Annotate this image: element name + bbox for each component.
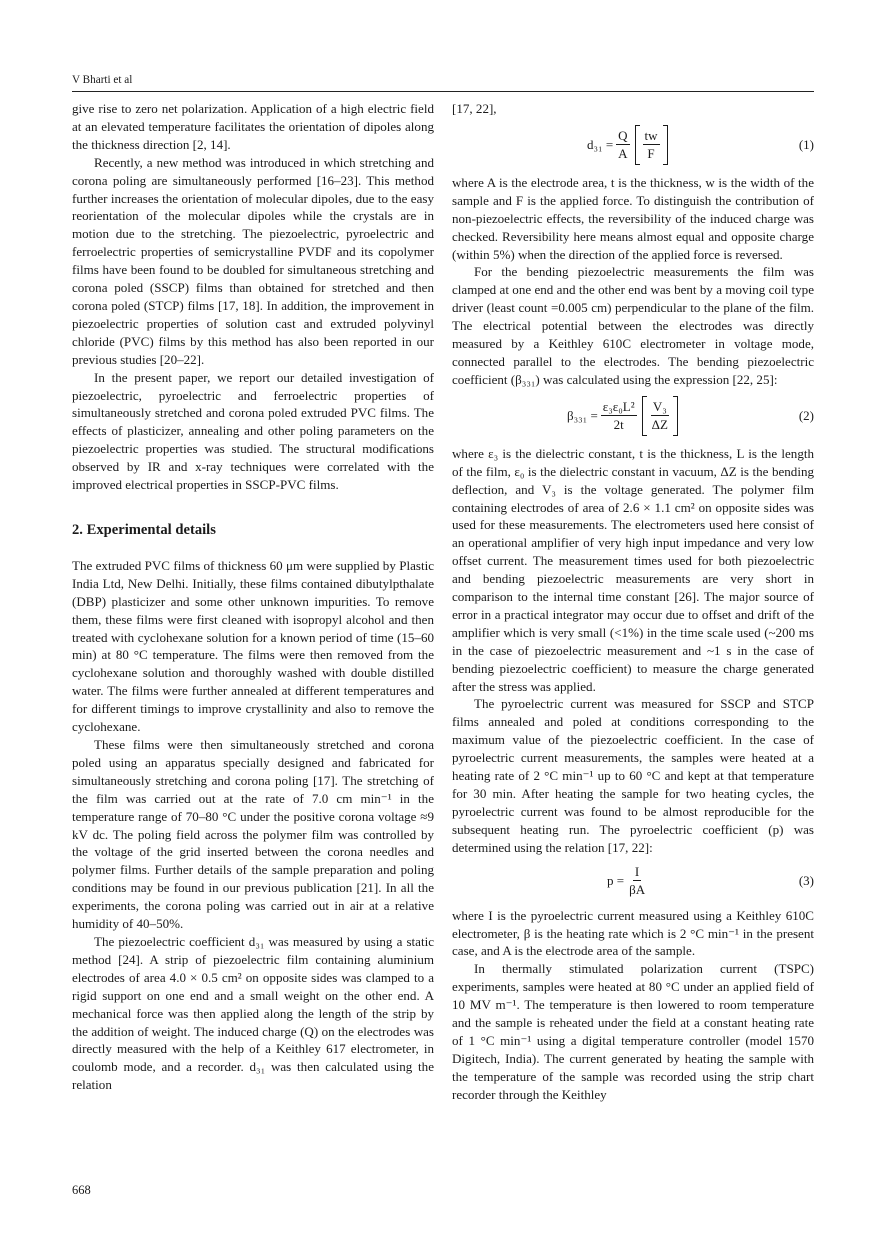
- eq2-number: (2): [798, 407, 814, 423]
- paragraph: where A is the electrode area, t is the thickness, w is the width of the sample and F is the applied force. To distinguish the contribution of non-piezoelectric effects, the reversibility of the induced charge was checked. Reversibility here means almost equal and opposite charge (within 5%) when the direction of the applied force is reversed.: [452, 174, 814, 262]
- eq2-numerator: ε₃ε₀L²: [602, 399, 635, 415]
- paragraph: These films were then simultaneously stretched and corona poled using an apparatus specially designed and fabricated for simultaneously stretching and corona poling [17]. The stretching of the film was carried out at the rate of 7.0 cm min⁻¹ in the temperature range of 70–80 °C under the positive corona voltage ≈9 kV dc. The poling field across the polymer film was controlled by the voltage of the grid inserted between the corona needles and polymer films. Further details of the sample preparation and poling conditions may be found in our previous publication [21]. In all the experiments, the corona poling was carried out in air at a relative humidity of 40–50%.: [72, 737, 434, 932]
- equation-2: [452, 391, 814, 441]
- paragraph: In the present paper, we report our detailed investigation of piezoelectric, pyroelectric and ferroelectric properties of simultaneously stretched and corona poled extruded PVC films. The effects of plasticizer, annealing and other poling parameters on the piezoelectric properties was studied. The structural modifications observed by IR and x-ray techniques were correlated with the improved electrical properties in SSCP-PVC films.: [72, 369, 434, 493]
- eq3-lhs: p =: [607, 872, 625, 888]
- eq1-bracket: [635, 125, 668, 165]
- paragraph: give rise to zero net polarization. Application of a high electric field at an elevated temperature facilitates the orientation of dipoles along the thickness direction [2, 14].: [72, 101, 434, 152]
- paragraph: where I is the pyroelectric current measured using a Keithley 610C electrometer, β is the heating rate which is 2 °C min⁻¹ in the present case, and A is the electrode area of the sample.: [452, 907, 814, 959]
- eq1-numerator: Q: [618, 128, 628, 144]
- eq1-number: (1): [798, 136, 814, 152]
- paragraph: In thermally stimulated polarization current (TSPC) experiments, samples were heated at 80 °C under an applied field of 10 MV m⁻¹. The temperature is then lowered to room temperature and the sample is reheated under the field at a constant heating rate of 1 °C min⁻¹ using a digital temperature controller (model 1570 Digitech, India). The current generated by heating the sample with the temperature of the sample was recorded using the strip chart recorder through the Keithley: [452, 961, 814, 1102]
- eq2-lhs: β₃₃₁ =: [567, 407, 598, 423]
- paragraph: The piezoelectric coefficient d₃₁ was measured by using a static method [24]. A strip of piezoelectric film containing aluminium electrodes of area 4.0 × 0.5 cm² on opposite sides was clamped to a rigid support on one end and a small weight on the other end. A mechanical force was then applied along the length of the strip by the addition of weight. The induced charge (Q) on the electrodes was directly measured with the help of a Keithley 617 electrometer, in coulomb mode, and a recorder. d₃₁ was then calculated using the relation: [72, 933, 434, 1093]
- section-title: 2. Experimental details: [72, 521, 216, 538]
- paragraph: where ε₃ is the dielectric constant, t is the thickness, L is the length of the film, ε₀ is the dielectric constant in vacuum, ΔZ is the bending deflection, and V₃ is the voltage generated. The polymer film containing electrodes of area of 2.6 × 1.1 cm² on opposite sides was used for these measurements. The electrometers used here consist of an operational amplifier of very high input impedance and very low offset current. The measurement times used for both piezoelectric and bending piezoelectric measurements are very short in comparison to the internal time constant [26]. The major source of error in a practical integrator may occur due to offset and drift of the amplifier which is very small (<1%) in the time scale used (~200 ms in the case of piezoelectric measurement and ~1 s in the case of bending piezoelectric coefficient) to measure the charge generated after the stress was applied.: [452, 445, 814, 694]
- eq1-bracket-denominator: F: [647, 146, 655, 162]
- paragraph: [17, 22],: [452, 101, 497, 116]
- eq2-fraction: [601, 399, 637, 432]
- header-rule: [72, 91, 814, 92]
- paragraph: The extruded PVC films of thickness 60 μm were supplied by Plastic India Ltd, New Delhi. Initially, these films contained dibutylpthalate (DBP) plasticizer and some other unknown impurities. To remove them, these films were first cleaned with isopropyl alcohol and then treated with cyclohexane solution for a known period of time (15–60 min) at 80 °C temperature. The films were then removed from the cyclohexane solution and thoroughly washed with double distilled water. The films were further annealed at different temperatures and for different timings to improve crystallinity and also to remove the cyclohexane.: [72, 557, 434, 735]
- eq2-denominator: 2t: [613, 417, 624, 433]
- running-head: V Bharti et al: [72, 74, 133, 86]
- equation-1: [452, 120, 814, 170]
- eq1-fraction: [616, 128, 629, 161]
- eq3-fraction: [627, 864, 647, 897]
- eq2-bracket: [642, 396, 678, 436]
- eq1-denominator: A: [618, 146, 628, 162]
- eq3-denominator: βA: [629, 882, 646, 898]
- eq3-number: (3): [798, 872, 814, 888]
- right-column: [452, 100, 814, 1104]
- paragraph: For the bending piezoelectric measurements the film was clamped at one end and the other end was bent by a moving coil type driver (least count =0.005 cm) perpendicular to the plane of the film. The electrical potential between the electrodes was directly measured by a Keithley 610C electrometer in voltage mode, connected parallel to the electrodes. The bending piezoelectric coefficient (β₃₃₁) was calculated using the expression [22, 25]:: [452, 264, 814, 387]
- paragraph: Recently, a new method was introduced in which stretching and corona poling are simultaneously performed [16–23]. This method further increases the orientation of molecular dipoles, due to the easy reorientation of the molecular dipoles while the crystals are in motion due to the stretching. The piezoelectric, pyroelectric and ferroelectric properties of semicrystalline PVDF and its copolymer films have been found to be doubled for simultaneous stretching and corona poled (SSCP) films than obtained for stretched and then corona poled (STCP) films [17, 18]. In addition, the improvement in piezoelectric properties of solution cast and extruded polyvinyl chloride (PVC) films by this method has also been reported in our previous studies [20–22].: [72, 154, 434, 367]
- eq2-bracket-numerator: V₃: [652, 399, 667, 415]
- left-column: [72, 100, 434, 1094]
- eq3-numerator: I: [634, 864, 640, 880]
- page-number: 668: [72, 1183, 91, 1197]
- eq1-lhs: d₃₁ =: [587, 136, 614, 152]
- eq1-bracket-numerator: tw: [644, 128, 658, 144]
- eq2-bracket-denominator: ΔZ: [651, 417, 668, 433]
- paragraph: The pyroelectric current was measured for SSCP and STCP films annealed and poled at conditions corresponding to the maximum value of the piezoelectric coefficient. In the case of pyroelectric current measurements, the samples were heated at a heating rate of 2 °C min⁻¹ up to 60 °C and kept at that temperature for 30 min. After heating the sample for two heating cycles, the pyroelectric current was found to be almost reproducible for the subsequent heating run. The pyroelectric coefficient (p) was determined using the relation [17, 22]:: [452, 696, 814, 855]
- equation-3: [452, 859, 814, 903]
